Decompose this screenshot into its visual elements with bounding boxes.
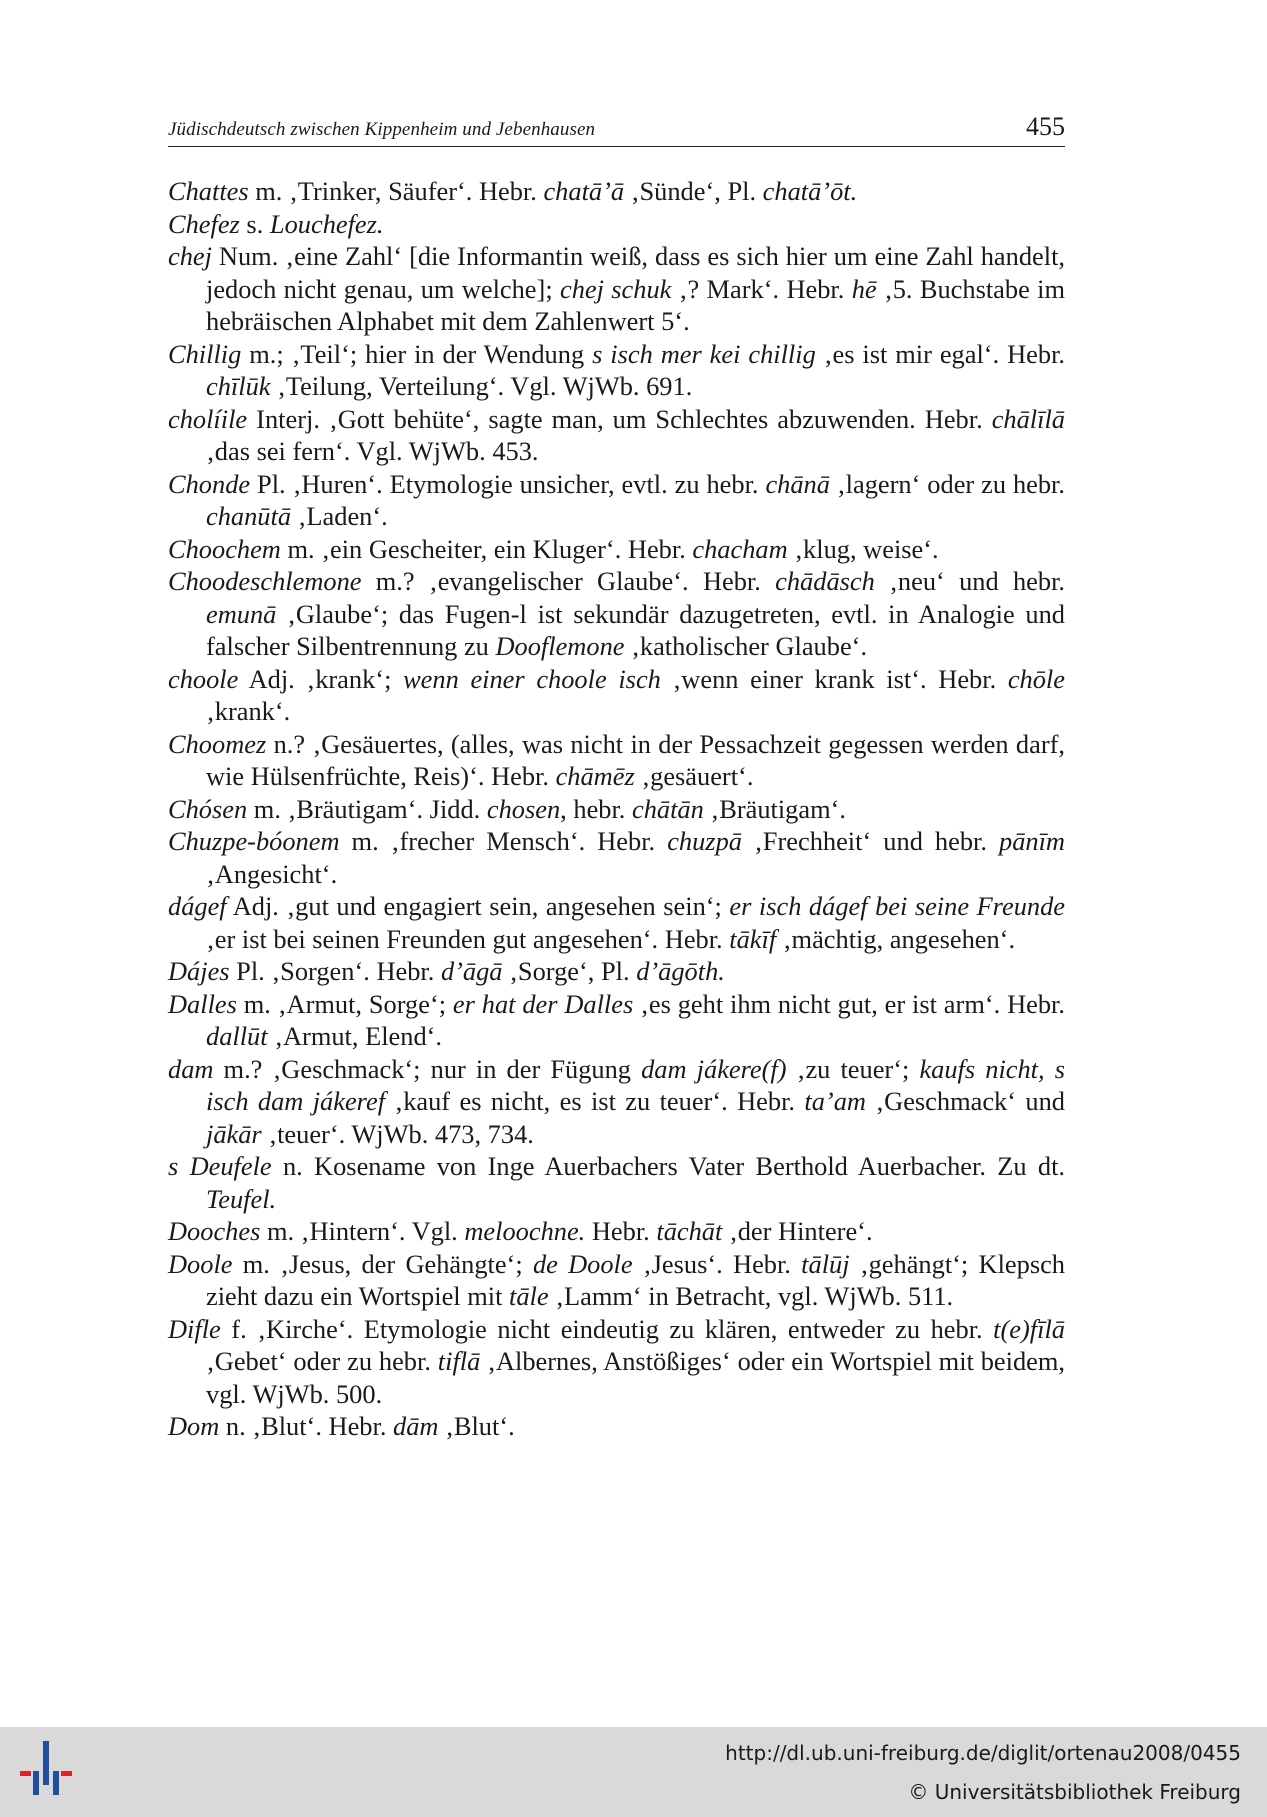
entry-text: ‚gesäuert‘. [634, 761, 754, 791]
dictionary-entries [168, 175, 1065, 1443]
headword: Choodeschlemone [168, 566, 362, 596]
headword: dágef [168, 891, 227, 921]
entry-text: Interj. ‚Gott behüte‘, sagte man, um Schlechtes abzuwenden. Hebr. [247, 403, 992, 434]
entry-text: Num. ‚eine Zahl‘ [die Informantin weiß, dass es sich hier um eine Zahl handelt, jedoch nicht genau, um welche]; [206, 241, 1065, 304]
entry-text: ‚Lamm‘ in Betracht, vgl. WjWb. 511. [548, 1281, 954, 1311]
dictionary-entry [168, 338, 1065, 403]
entry-text: m. ‚Armut, Sorge‘; [236, 988, 453, 1019]
italic-form: chatāʼā [543, 176, 625, 206]
dictionary-entry [168, 240, 1065, 338]
italic-form: tiflā [437, 1346, 481, 1376]
headword: chej [168, 241, 212, 271]
entry-text: n. Kosename von Inge Auerbachers Vater Berthold Auerbacher. Zu dt. [271, 1151, 1065, 1181]
dictionary-entry [168, 1215, 1065, 1248]
entry-text: m.? ‚Geschmack‘; nur in der Fügung [213, 1053, 642, 1084]
entry-text: ‚krank‘. [206, 696, 291, 726]
italic-form: s isch mer kei chillig [592, 338, 816, 369]
headword: cholíile [168, 403, 248, 434]
italic-form: dām [393, 1411, 439, 1441]
entry-text: ‚Blut‘. [438, 1411, 515, 1441]
italic-form: t(e)fīlā [993, 1313, 1065, 1344]
entry-text: ‚der Hintere‘. [722, 1216, 873, 1246]
entry-text: ‚Laden‘. [291, 501, 388, 531]
page-number: 455 [1026, 112, 1065, 141]
italic-form: tāle [509, 1281, 549, 1311]
entry-text: f. ‚Kirche‘. Etymologie nicht eindeutig zu klären, entweder zu hebr. [220, 1313, 994, 1344]
entry-text: ‚wenn einer krank ist‘. Hebr. [660, 663, 1008, 694]
dictionary-entry [168, 955, 1065, 988]
entry-text: ‚gehängt‘; Klepsch zieht dazu ein Wortspiel mit [206, 1248, 1065, 1311]
italic-form: de Doole [532, 1248, 633, 1279]
entry-text: m. ‚frecher Mensch‘. Hebr. [339, 826, 668, 856]
dictionary-entry [168, 988, 1065, 1053]
entry-text: Adj. ‚gut und engagiert sein, angesehen sein‘; [226, 891, 730, 921]
italic-form: chādāsch [775, 566, 875, 596]
headword: Dooches [168, 1216, 261, 1246]
dictionary-entry [168, 728, 1065, 793]
italic-form: chānā [765, 468, 830, 499]
copyright-notice: © Universitätsbibliothek Freiburg [908, 1780, 1241, 1804]
entry-text: ‚Angesicht‘. [206, 858, 338, 889]
entry-text: ‚Geschmack‘ und [865, 1086, 1066, 1116]
italic-form: Dooflemone [495, 631, 625, 661]
headword: Dom [168, 1411, 220, 1441]
headword: Chósen [168, 793, 248, 824]
entry-text: n.? ‚Gesäuertes, (alles, was nicht in der Pessachzeit gegessen werden darf, wie Hülsenfrüchte, Reis)‘. Hebr. [206, 728, 1065, 791]
entry-text: ‚Armut, Elend‘. [267, 1021, 443, 1051]
dictionary-entry [168, 663, 1065, 728]
entry-text: ‚teuer‘. WjWb. 473, 734. [261, 1118, 534, 1149]
entry-text: Pl. ‚Huren‘. Etymologie unsicher, evtl. zu hebr. [250, 468, 766, 499]
italic-form: chatāʼōt. [762, 176, 858, 206]
entry-text: m. ‚ein Gescheiter, ein Kluger‘. Hebr. [280, 533, 693, 564]
italic-form: tāchāt [656, 1216, 723, 1246]
dictionary-entry [168, 793, 1065, 826]
dictionary-entry [168, 1248, 1065, 1313]
headword: Chonde [168, 468, 251, 499]
italic-form: chosen [486, 793, 561, 824]
entry-text: ‚zu teuer‘; [786, 1053, 920, 1084]
entry-text: , hebr. [560, 793, 632, 824]
headword: Doole [168, 1248, 233, 1279]
footer-bar [0, 1727, 1267, 1817]
entry-text: m.; ‚Teil‘; hier in der Wendung [241, 338, 593, 369]
headword: dam [168, 1053, 214, 1084]
dictionary-entry [168, 1410, 1065, 1443]
italic-form: kaufs nicht, s isch dam jákeref [206, 1053, 1065, 1116]
entry-text: ‚Gebet‘ oder zu hebr. [206, 1346, 438, 1376]
dictionary-entry [168, 1150, 1065, 1215]
italic-form: tālūj [801, 1248, 850, 1279]
italic-form: Louchefez. [269, 208, 384, 239]
italic-form: chālīlā [991, 403, 1065, 434]
entry-text: m.? ‚evangelischer Glaube‘. Hebr. [361, 566, 776, 596]
entry-text: ‚Sünde‘, Pl. [624, 176, 763, 206]
page-header [168, 108, 1065, 147]
dictionary-entry [168, 825, 1065, 890]
headword: Chefez [168, 208, 240, 239]
entry-text: m. ‚Trinker, Säufer‘. Hebr. [248, 176, 544, 206]
entry-text: ‚Albernes, Anstößiges‘ oder ein Wortspiel mit beidem, vgl. WjWb. 500. [206, 1346, 1065, 1409]
headword: choole [168, 663, 239, 694]
dictionary-entry [168, 403, 1065, 468]
italic-form: Teufel. [206, 1183, 277, 1214]
dictionary-entry [168, 533, 1065, 566]
entry-text: ‚kauf es nicht, es ist zu teuer‘. Hebr. [385, 1086, 805, 1116]
italic-form: dam jákere(f) [641, 1053, 787, 1084]
entry-text: ‚Jesus‘. Hebr. [632, 1248, 802, 1279]
italic-form: chāmēz [555, 761, 635, 791]
italic-form: er isch dágef bei seine Freunde [729, 891, 1065, 921]
entry-text: ‚Bräutigam‘. [703, 793, 846, 824]
headword: Chillig [168, 338, 242, 369]
italic-form: dʼāgōth. [636, 956, 725, 986]
entry-text: Hebr. [585, 1216, 657, 1246]
dictionary-entry [168, 175, 1065, 208]
headword: Choochem [168, 533, 281, 564]
italic-form: taʼam [804, 1086, 866, 1116]
italic-form: tākīf [729, 923, 777, 954]
dictionary-entry [168, 468, 1065, 533]
headword: Dalles [168, 988, 237, 1019]
dictionary-entry [168, 890, 1065, 955]
italic-form: hē [851, 273, 877, 304]
italic-form: chīlūk [206, 371, 271, 401]
entry-text: m. ‚Bräutigam‘. Jidd. [247, 793, 487, 824]
dictionary-entry [168, 1313, 1065, 1411]
italic-form: wenn einer choole isch [403, 663, 661, 694]
entry-text: ‚? Mark‘. Hebr. [671, 273, 852, 304]
entry-text: ‚klug, weise‘. [787, 533, 939, 564]
entry-text: ‚neu‘ und hebr. [874, 566, 1066, 596]
entry-text: ‚Frechheit‘ und hebr. [741, 826, 1000, 856]
italic-form: chanūtā [206, 501, 292, 531]
entry-text: ‚es ist mir egal‘. Hebr. [815, 338, 1066, 369]
italic-form: er hat der Dalles [452, 988, 634, 1019]
dictionary-entry [168, 208, 1065, 241]
italic-form: pānīm [999, 826, 1065, 856]
italic-form: jākār [206, 1118, 262, 1149]
headword: Choomez [168, 728, 267, 759]
running-title: Jüdischdeutsch zwischen Kippenheim und Jebenhausen [168, 119, 596, 140]
italic-form: chacham [692, 533, 788, 564]
italic-form: dʼāgā [440, 956, 503, 986]
italic-form: chātān [632, 793, 704, 824]
entry-text: m. ‚Hintern‘. Vgl. [260, 1216, 465, 1246]
italic-form: emunā [206, 598, 277, 629]
entry-text: Pl. ‚Sorgen‘. Hebr. [229, 956, 441, 986]
dictionary-entry [168, 1053, 1065, 1151]
italic-form: chuzpā [667, 826, 742, 856]
headword: Dájes [168, 956, 230, 986]
headword: s Deufele [168, 1151, 272, 1181]
entry-text: ‚Teilung, Verteilung‘. Vgl. WjWb. 691. [270, 371, 693, 401]
headword: Chuzpe-bóonem [168, 826, 340, 856]
entry-text: ‚Sorge‘, Pl. [502, 956, 637, 986]
entry-text: ‚Glaube‘; das Fugen-l ist sekundär dazugetreten, evtl. in Analogie und falscher Silbentrennung zu [206, 598, 1065, 661]
italic-form: meloochne. [464, 1216, 586, 1246]
entry-text: ‚mächtig, angesehen‘. [776, 923, 1016, 954]
italic-form: chej schuk [559, 273, 672, 304]
entry-text: ‚das sei fern‘. Vgl. WjWb. 453. [206, 436, 539, 466]
source-url[interactable]: http://dl.ub.uni-freiburg.de/diglit/ortenau2008/0455 [725, 1741, 1241, 1765]
entry-text: s. [239, 208, 270, 239]
italic-form: chōle [1007, 663, 1065, 694]
entry-text: ‚es geht ihm nicht gut, er ist arm‘. Hebr. [633, 988, 1065, 1019]
ub-freiburg-logo-icon [16, 1741, 78, 1803]
headword: Chattes [168, 176, 249, 206]
dictionary-entry [168, 565, 1065, 663]
entry-text: ‚katholischer Glaube‘. [624, 631, 868, 661]
entry-text: ‚lagern‘ oder zu hebr. [829, 468, 1065, 499]
entry-text: Adj. ‚krank‘; [238, 663, 404, 694]
italic-form: dallūt [206, 1021, 268, 1051]
headword: Difle [168, 1313, 221, 1344]
entry-text: ‚er ist bei seinen Freunden gut angesehen‘. Hebr. [206, 923, 730, 954]
entry-text: n. ‚Blut‘. Hebr. [219, 1411, 394, 1441]
entry-text: m. ‚Jesus, der Gehängte‘; [232, 1248, 533, 1279]
entry-text: ‚5. Buchstabe im hebräischen Alphabet mit dem Zahlenwert 5‘. [206, 273, 1065, 336]
